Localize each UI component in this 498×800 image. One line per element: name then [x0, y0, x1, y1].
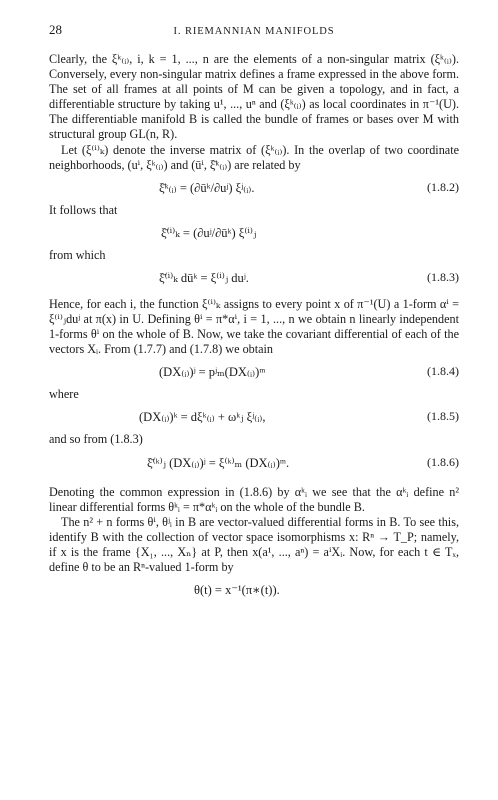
paragraph-linear-differential-forms: Denoting the common expression in (1.8.6) by αᵏᵢ we see that the αᵏᵢ define n² linear differential forms θᵏᵢ = π*αᵏᵢ on the whole of the bundle B. [49, 484, 459, 514]
equation-1-8-5 [49, 402, 459, 432]
equation-1-8-4 [49, 357, 459, 387]
equation-label: (1.8.3) [427, 269, 459, 284]
paragraph-and-so-from: and so from (1.8.3) [49, 432, 143, 447]
equation-expression: ξ̄⁽ⁱ⁾ₖ dūᵏ = ξ⁽ⁱ⁾ⱼ duʲ. [159, 270, 249, 285]
equation-expression: (DX₍ᵢ₎)ʲ = pʲₘ(DX₍ᵢ₎)ᵐ [159, 365, 266, 380]
paragraph-it-follows: It follows that [49, 202, 118, 217]
equation-label: (1.8.2) [427, 179, 459, 194]
equation-expression: ξ̄ᵏ₍ᵢ₎ = (∂ūᵏ/∂uʲ) ξʲ₍ᵢ₎. [159, 180, 255, 195]
paragraph-from-which: from which [49, 247, 106, 262]
equation-1-8-2 [49, 173, 459, 203]
running-header [49, 22, 459, 40]
page-number: 28 [49, 22, 62, 37]
paragraph-inverse-matrix: Let (ξ⁽ⁱ⁾ₖ) denote the inverse matrix of (ξᵏ₍ᵢ₎). In the overlap of two coordinate neighborhoods, (uⁱ, ξᵏ₍ᵢ₎) and (ūⁱ, ξ̄ᵏ₍ᵢ₎) are related by [49, 142, 459, 172]
paragraph-covariant-differential: Hence, for each i, the function ξ⁽ⁱ⁾ₖ assigns to every point x of π⁻¹(U) a 1-form αⁱ = ξ⁽ⁱ⁾ⱼduʲ at π(x) in U. Defining θⁱ = π*αⁱ, i = 1, ..., n we obtain n linearly independent 1-forms θⁱ on the whole of B. Now, we take the covariant differential of each of the vectors Xᵢ. From (1.7.7) and (1.7.8) we obtain [49, 296, 459, 357]
equation-label: (1.8.6) [427, 454, 459, 469]
paragraph-vector-valued-forms: The n² + n forms θⁱ, θʲᵢ in B are vector-valued differential forms in B. To see this, identify B with the collection of vector space isomorphisms x: Rⁿ → T_P; namely, if x is the frame {X₁, ..., Xₙ} at P, then x(a¹, ..., aⁿ) = aⁱXᵢ. Now, for each t ∈ Tₓ, define θ to be an Rⁿ-valued 1-form by [49, 514, 459, 574]
running-head: I. RIEMANNIAN MANIFOLDS [173, 26, 335, 37]
equation-theta-definition [49, 575, 459, 605]
equation-expression: ξ̄⁽ᵏ⁾ⱼ (DX₍ᵢ₎)ʲ = ξ⁽ᵏ⁾ₘ (DX₍ᵢ₎)ᵐ. [147, 455, 290, 470]
equation-label: (1.8.4) [427, 364, 459, 379]
equation-1-8-3 [49, 263, 459, 293]
paragraph-where: where [49, 387, 79, 402]
equation-inverse-transform [49, 218, 459, 248]
equation-expression: θ(t) = x⁻¹(π∗(t)). [194, 583, 280, 598]
equation-1-8-6 [49, 448, 459, 478]
paragraph-frames-definition: Clearly, the ξᵏ₍ᵢ₎, i, k = 1, ..., n are the elements of a non-singular matrix (ξᵏ₍ᵢ₎). Conversely, every non-singular matrix defines a frame expressed in the above form. The set of all frames at all points of M can be given a topology, and in fact, a differentiable structure by taking u¹, ..., uⁿ and (ξᵏ₍ᵢ₎) as local coordinates in π⁻¹(U). The differentiable manifold B is called the bundle of frames or bases over M with structural group GL(n, R). [49, 52, 459, 142]
equation-expression: (DX₍ᵢ₎)ᵏ = dξᵏ₍ᵢ₎ + ωᵏⱼ ξʲ₍ᵢ₎, [139, 410, 266, 425]
equation-label: (1.8.5) [427, 409, 459, 424]
page [49, 22, 459, 605]
equation-expression: ξ̄⁽ⁱ⁾ₖ = (∂uʲ/∂ūᵏ) ξ⁽ⁱ⁾ⱼ [161, 225, 257, 240]
